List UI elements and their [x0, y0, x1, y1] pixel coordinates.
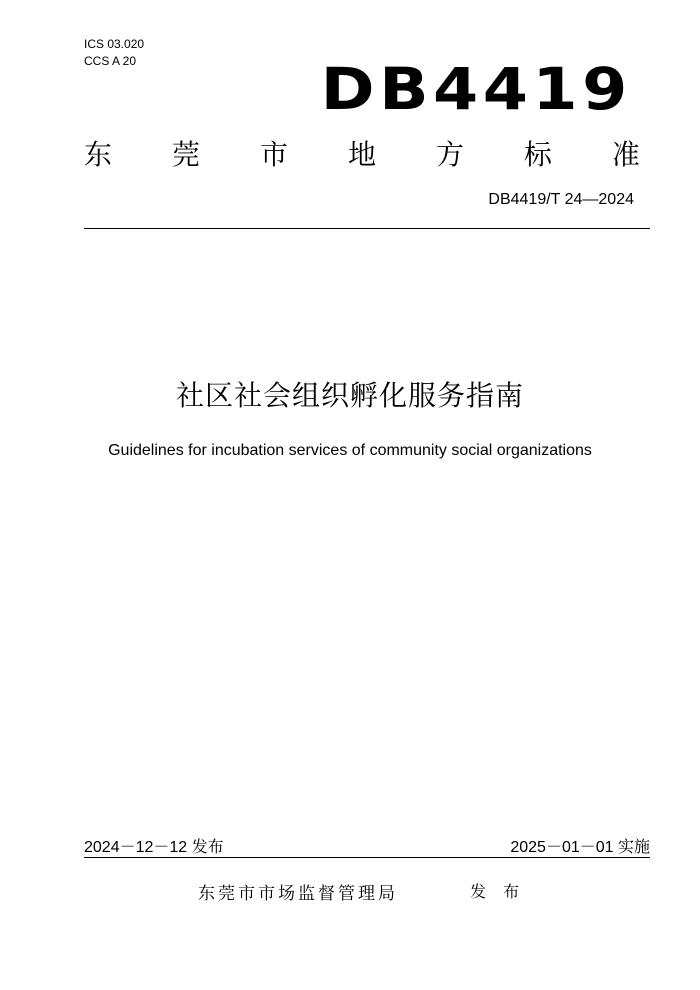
- document-title-chinese: 社区社会组织孵化服务指南: [175, 379, 524, 412]
- ccs-code: CCS A 20: [84, 54, 137, 68]
- ics-code: ICS 03.020: [84, 37, 145, 51]
- standard-number: DB4419/T 24—2024: [488, 191, 634, 208]
- standard-category-title: [84, 138, 640, 172]
- category-char: 东: [84, 138, 113, 171]
- category-char: 莞: [171, 138, 200, 171]
- issuing-authority: 东莞市市场监督管理局: [198, 884, 398, 904]
- category-char: 市: [259, 138, 288, 171]
- document-title-english: Guidelines for incubation services of community social organizations: [108, 442, 592, 459]
- category-char: 标: [523, 138, 552, 171]
- standard-code-logo: DB4419: [320, 55, 632, 123]
- issue-date: 2024－12－12 发布: [84, 839, 224, 856]
- footer-divider: [84, 857, 650, 858]
- header-divider: [84, 228, 650, 229]
- implementation-date: 2025－01－01 实施: [510, 839, 650, 856]
- category-char: 地: [347, 138, 376, 171]
- category-char: 准: [611, 138, 640, 171]
- publish-label: 发 布: [470, 882, 526, 901]
- category-char: 方: [435, 138, 464, 171]
